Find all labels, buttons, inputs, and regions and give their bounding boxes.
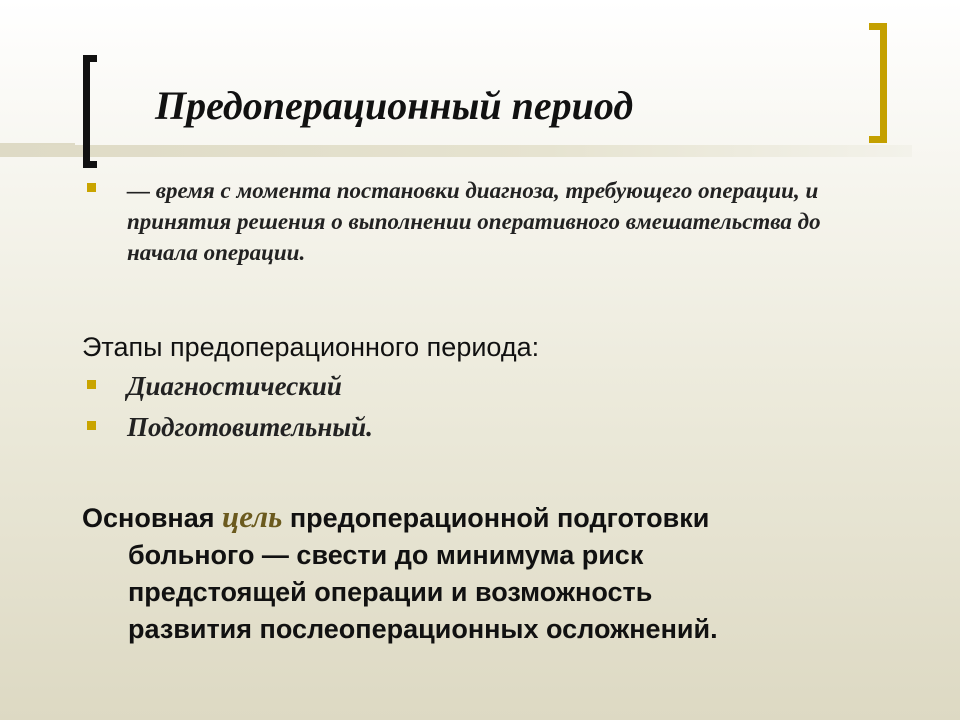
- decorative-rule: [0, 145, 912, 157]
- left-bracket-decoration: [83, 55, 97, 168]
- goal-text-part1: Основная: [82, 503, 222, 533]
- slide-title: Предоперационный период: [155, 83, 634, 128]
- bullet-icon: [87, 421, 96, 430]
- right-bracket-decoration: [869, 23, 887, 143]
- goal-paragraph: [82, 498, 882, 648]
- bullet-icon: [87, 380, 96, 389]
- stage-item-diagnostic: Диагностический: [127, 371, 342, 401]
- goal-text-part2: предоперационной подготовки: [282, 503, 710, 533]
- bullet-icon: [87, 183, 96, 192]
- goal-line-4: развития послеоперационных осложнений.: [128, 614, 718, 644]
- stage-item-preparatory: Подготовительный.: [127, 412, 373, 442]
- goal-line-1: [82, 498, 882, 537]
- definition-text: — время с момента постановки диагноза, требующего операции, и принятия решения о выполнении оперативного вмешательства до начала операции.: [127, 178, 821, 265]
- stages-heading: Этапы предоперационного периода:: [82, 332, 540, 362]
- goal-line-2: больного — свести до минимума риск: [128, 540, 644, 570]
- goal-line-3: предстоящей операции и возможность: [128, 577, 653, 607]
- goal-accent-word: цель: [222, 499, 283, 534]
